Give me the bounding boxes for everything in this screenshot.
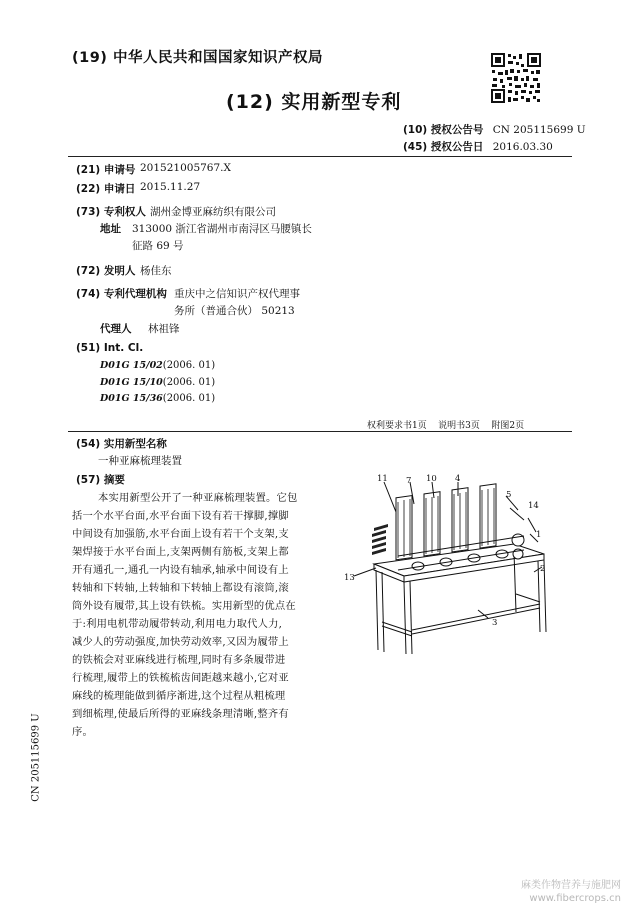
pub-no: CN 205115699 U [492, 124, 586, 136]
figure-label: 13 [344, 573, 355, 583]
abstract-line: 筒外设有履带,其上设有铁梳。实用新型的优点在 [72, 600, 296, 612]
intcl-code: D01G 15/02 [100, 360, 163, 371]
figure-label: 1 [536, 530, 542, 540]
intcl-label: (51) Int. Cl. [76, 342, 144, 354]
header-divider [68, 156, 572, 157]
intcl-version: (2006. 01) [162, 393, 216, 404]
intcl-row [100, 377, 215, 388]
agent: 林祖锋 [148, 323, 180, 335]
abstract-line: 减少人的劳动强度,加快劳动效率,又因为履带上 [72, 636, 289, 648]
intcl-version: (2006. 01) [162, 377, 216, 388]
biblio-divider [68, 431, 572, 432]
agent-label: 代理人 [100, 323, 132, 335]
pub-no-label: (10) 授权公告号 [403, 124, 484, 136]
abstract-line: 麻线的梳理能做到循序渐进,这个过程从粗梳理 [72, 690, 286, 702]
abstract-line: 行梳理,履带上的铁梳梳齿间距越来越小,它对亚 [72, 672, 289, 684]
abstract-line: 到细梳理,使最后所得的亚麻线条理清晰,整齐有 [72, 708, 289, 720]
abstract-line: 序。 [72, 726, 93, 738]
address-label: 地址 [100, 223, 121, 235]
figure-label: 2 [540, 564, 546, 574]
utility-model-title: 一种亚麻梳理装置 [98, 455, 182, 467]
pub-date: 2016.03.30 [492, 141, 553, 153]
site-watermark: 麻类作物营养与施肥网 www.fibercrops.cn [521, 880, 621, 904]
abstract-line: 转轴和下转轴,上转轴和下转轴上都设有滚筒,滚 [72, 582, 289, 594]
app-date: 2015.11.27 [140, 181, 201, 193]
intcl-code: D01G 15/36 [100, 393, 163, 404]
intcl-row [100, 393, 215, 404]
title-label: (54) 实用新型名称 [76, 438, 167, 450]
inventor: 杨佳东 [140, 265, 172, 277]
figure-label: 3 [492, 618, 498, 628]
agency-line-2: 务所（普通合伙） 50213 [174, 305, 295, 317]
qr-code [490, 52, 542, 104]
side-publication-number: CN 205115699 U [30, 713, 42, 802]
abstract-line: 的铁梳会对亚麻线进行梳理,同时有多条履带进 [72, 654, 286, 666]
patentee-label: (73) 专利权人 [76, 206, 146, 218]
figure-label: 14 [528, 501, 539, 511]
abstract-line: 于:利用电机带动履带转动,利用电力取代人力, [72, 618, 283, 630]
abstract-line: 架焊接于水平台面上,支架两侧有筋板,支架上都 [72, 546, 289, 558]
figure-label: 5 [506, 490, 512, 500]
intcl-row [100, 360, 215, 371]
pub-date-label: (45) 授权公告日 [403, 141, 484, 153]
abstract-line: 括一个水平台面,水平台面下设有若干撑脚,撑脚 [72, 510, 289, 522]
abstract-line: 中间设有加强筋,水平台面上设有若干个支架,支 [72, 528, 289, 540]
abstract-line: 本实用新型公开了一种亚麻梳理装置。它包 [98, 492, 298, 504]
address-line-2: 征路 69 号 [132, 240, 184, 252]
agency-label: (74) 专利代理机构 [76, 288, 167, 300]
address-line-1: 313000 浙江省湖州市南浔区马腰镇长 [132, 223, 312, 235]
agency-line-1: 重庆中之信知识产权代理事 [174, 288, 300, 300]
inventor-label: (72) 发明人 [76, 265, 136, 277]
app-date-label: (22) 申请日 [76, 183, 136, 195]
figure-label: 7 [406, 476, 412, 486]
document-type: (12) 实用新型专利 [226, 91, 402, 113]
abstract-line: 开有通孔一,通孔一内设有轴承,轴承中间设有上 [72, 564, 289, 576]
intcl-version: (2006. 01) [162, 360, 216, 371]
abstract-label: (57) 摘要 [76, 474, 125, 486]
pub-no-row [403, 122, 586, 137]
pub-date-row [403, 139, 553, 154]
figure-label: 4 [455, 474, 461, 484]
figure-label: 11 [377, 474, 388, 484]
page-counts: 权利要求书1页 说明书3页 附图2页 [367, 421, 525, 431]
app-no: 201521005767.X [140, 162, 231, 174]
app-no-label: (21) 申请号 [76, 164, 136, 176]
figure-label: 10 [426, 474, 437, 484]
office-name: (19) 中华人民共和国国家知识产权局 [72, 50, 323, 66]
patentee: 湖州金博亚麻纺织有限公司 [150, 206, 276, 218]
intcl-code: D01G 15/10 [100, 377, 163, 388]
